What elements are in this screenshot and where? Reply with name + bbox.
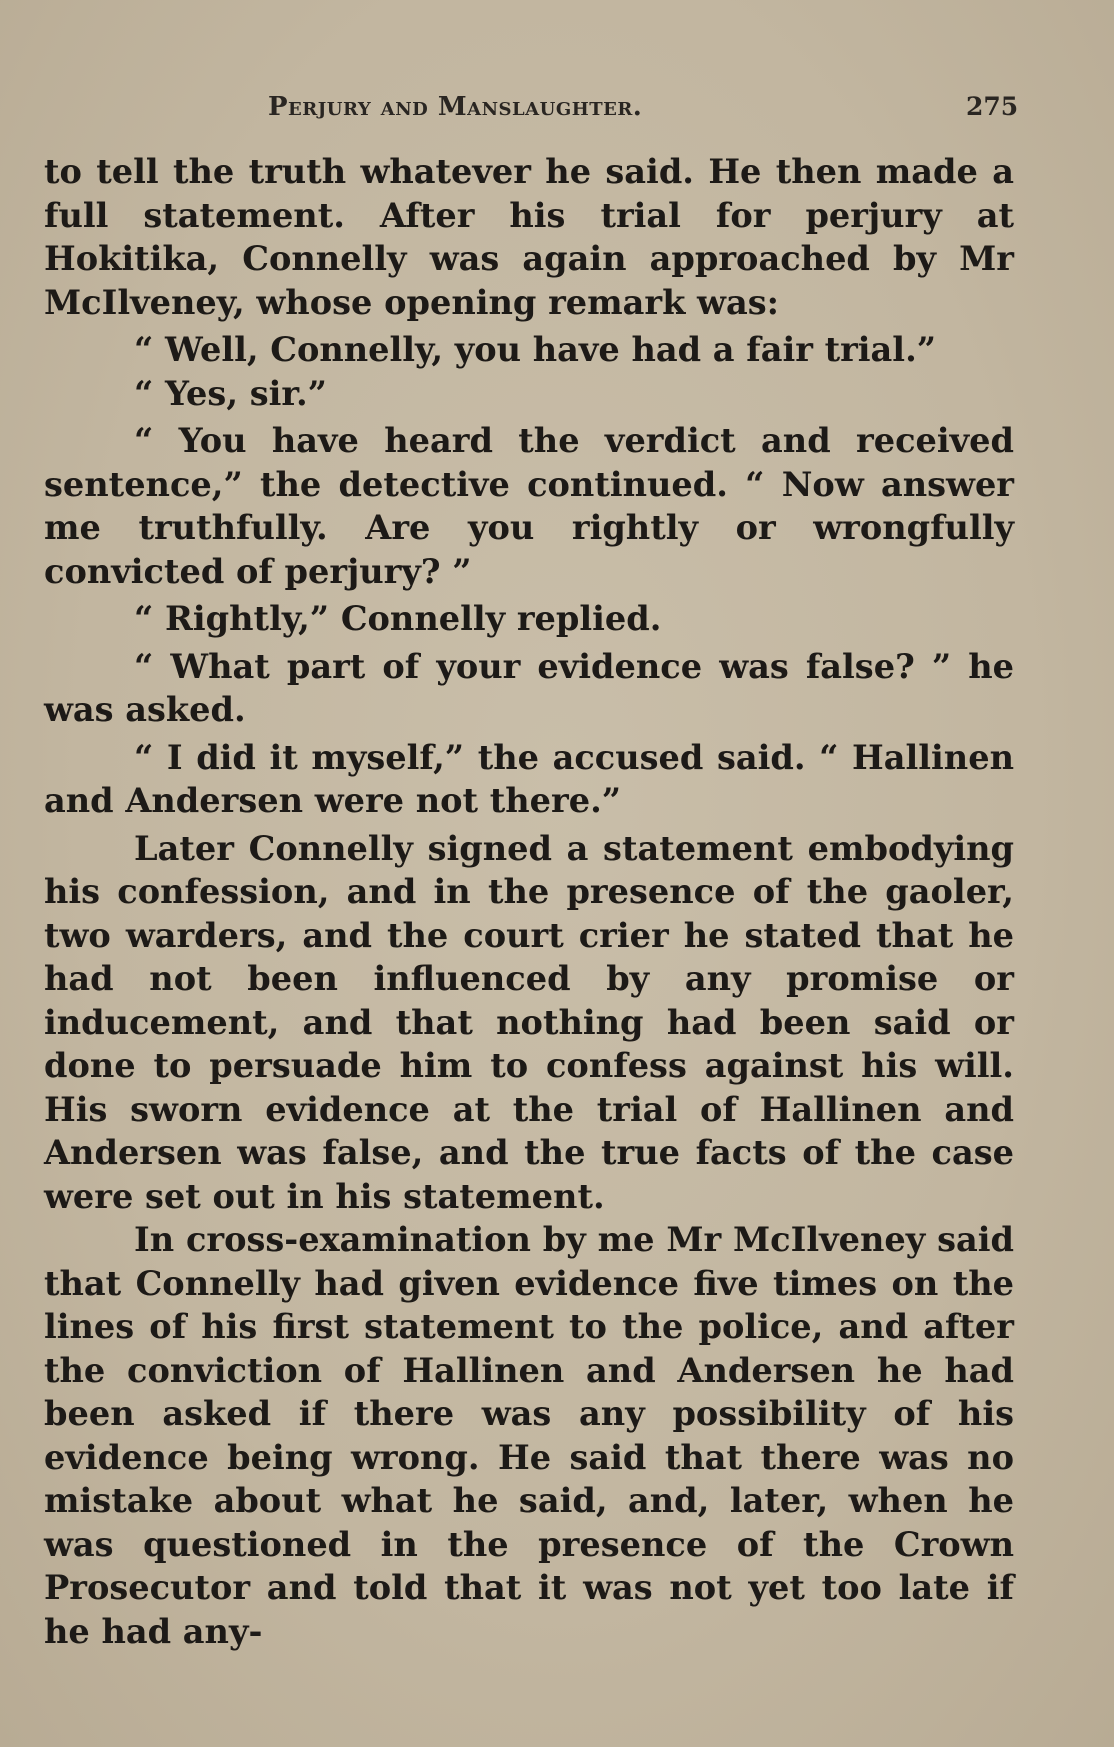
running-head — [0, 92, 1114, 132]
page-header-title: Perjury and Manslaughter. — [268, 92, 643, 122]
dialogue-line: “ I did it myself,” the accused said. “ Hallinen and Andersen were not there.” — [44, 736, 1014, 820]
dialogue-line: “ Well, Connelly, you have had a fair trial.” — [134, 329, 937, 369]
dialogue-line: “ What part of your evidence was false? ” he was asked. — [44, 645, 1014, 729]
body-text — [44, 150, 1014, 1653]
dialogue-line: “ Rightly,” Connelly replied. — [134, 598, 662, 638]
dialogue-line: “ Yes, sir.” — [134, 372, 327, 413]
paragraph-continued: to tell the truth whatever he said. He then made a full statement. After his trial for perjury at Hokitika, Connelly was again approached by Mr McIlveney, whose opening remark was: — [44, 151, 1014, 322]
paragraph: In cross-examination by me Mr McIlveney said that Connelly had given evidence five times on the lines of his first statement to the police, and after the conviction of Hallinen and Andersen he had been asked if there was any possibility of his evidence being wrong. He said that there was no mistake about what he said, and, later, when he was questioned in the presence of the Crown Prosecutor and told that it was not yet too late if he had any- — [44, 1219, 1014, 1651]
paragraph: Later Connelly signed a statement embodying his confession, and in the presence of the gaoler, two warders, and the court crier he stated that he had not been influenced by any promise or inducement, and that nothing had been said or done to persuade him to confess against his will. His sworn evidence at the trial of Hallinen and Andersen was false, and the true facts of the case were set out in his statement. — [44, 827, 1014, 1216]
dialogue-line: “ You have heard the verdict and received sentence,” the detective continued. “ Now answer me truthfully. Are you rightly or wrongfully convicted of perjury? ” — [44, 420, 1014, 591]
page-number: 275 — [966, 92, 1019, 121]
